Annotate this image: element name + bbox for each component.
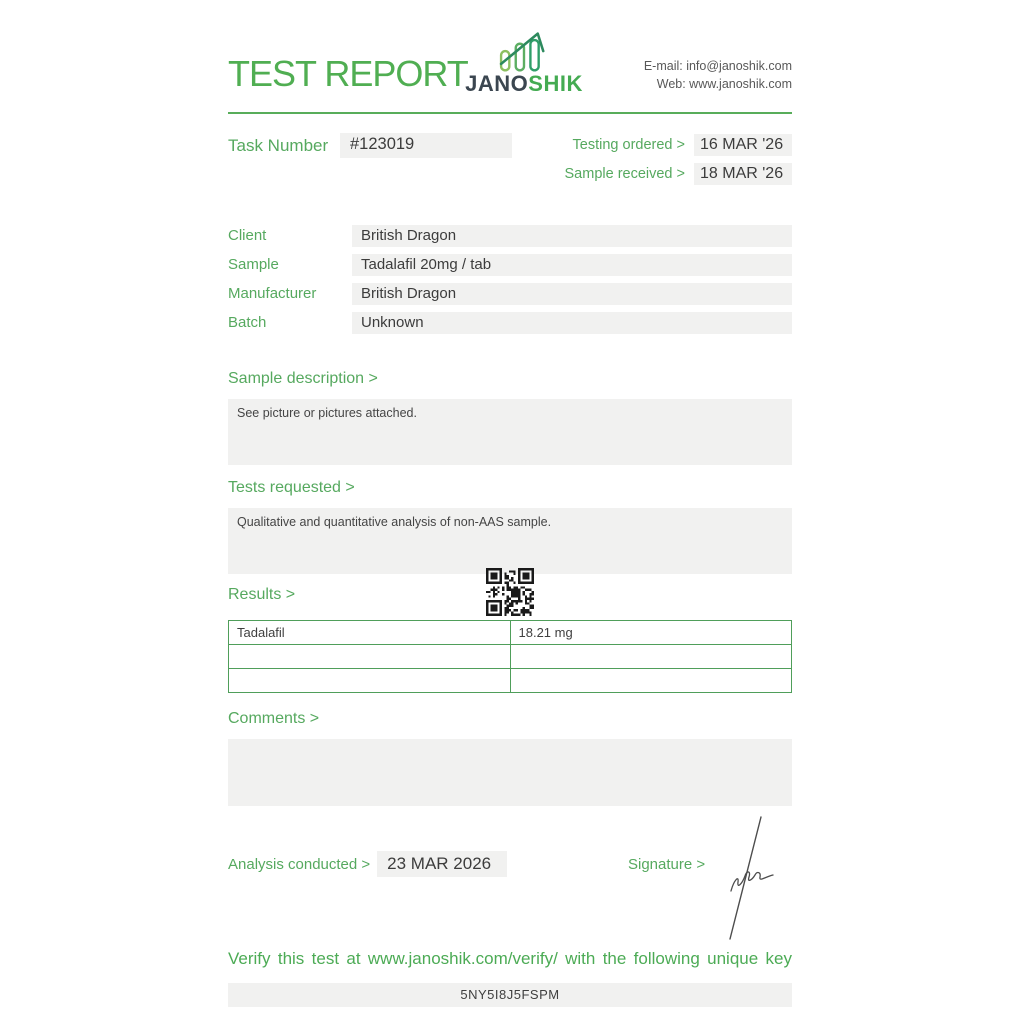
- batch-label: Batch: [228, 314, 267, 331]
- result-amount: 18.21 mg: [510, 621, 792, 645]
- sample-label: Sample: [228, 256, 279, 273]
- dates-block: [565, 133, 793, 191]
- table-row: [229, 645, 792, 669]
- task-number-value: #123019: [340, 133, 512, 158]
- client-label: Client: [228, 227, 267, 244]
- client-row: [228, 225, 792, 247]
- qr-code: [486, 568, 534, 616]
- testing-ordered-value: 16 MAR '26: [694, 134, 792, 156]
- result-substance: Tadalafil: [229, 621, 511, 645]
- sample-received-value: 18 MAR '26: [694, 163, 792, 185]
- sample-description-box: See picture or pictures attached.: [228, 399, 792, 465]
- contact-email: E-mail: info@janoshik.com: [643, 59, 792, 73]
- analysis-conducted: [228, 851, 507, 877]
- results-label: Results >: [228, 586, 296, 603]
- sample-row: [228, 254, 792, 276]
- table-row: [229, 621, 792, 645]
- sample-info-block: [228, 225, 792, 341]
- result-substance: [229, 645, 511, 669]
- testing-ordered-label: Testing ordered >: [572, 137, 685, 153]
- task-number-label: Task Number: [228, 136, 329, 155]
- test-report-document: [228, 0, 792, 1024]
- result-substance: [229, 669, 511, 693]
- unique-key: 5NY5I8J5FSPM: [228, 983, 792, 1007]
- logo-jano: JANO: [465, 71, 529, 96]
- manufacturer-value: British Dragon: [352, 283, 792, 305]
- verify-text: Verify this test at www.janoshik.com/verify/ with the following unique key: [228, 949, 792, 968]
- batch-row: [228, 312, 792, 334]
- table-row: [229, 669, 792, 693]
- results-table: [228, 620, 792, 693]
- batch-value: Unknown: [352, 312, 792, 334]
- signature-label: Signature >: [628, 856, 706, 873]
- analysis-conducted-value: 23 MAR 2026: [377, 851, 507, 877]
- manufacturer-row: [228, 283, 792, 305]
- page-title: TEST REPORT: [228, 53, 468, 94]
- contact-info: [644, 57, 792, 93]
- result-amount: [510, 645, 792, 669]
- logo-shik: SHIK: [528, 71, 583, 96]
- testing-ordered-row: [565, 133, 793, 157]
- logo-wordmark: [458, 71, 590, 97]
- sample-value: Tadalafil 20mg / tab: [352, 254, 792, 276]
- tests-requested-box: Qualitative and quantitative analysis of non-AAS sample.: [228, 508, 792, 574]
- contact-web: Web: www.janoshik.com: [656, 77, 792, 92]
- janoshik-logo: [458, 30, 590, 97]
- sample-received-row: [565, 162, 793, 186]
- client-value: British Dragon: [352, 225, 792, 247]
- comments-label: Comments >: [228, 710, 320, 727]
- manufacturer-label: Manufacturer: [228, 285, 317, 302]
- analysis-conducted-label: Analysis conducted >: [228, 855, 371, 873]
- sample-received-label: Sample received >: [564, 166, 685, 182]
- header-divider: [228, 112, 792, 114]
- comments-box: [228, 739, 792, 806]
- signature-scribble: [716, 811, 776, 948]
- analysis-signature-row: [228, 851, 792, 891]
- sample-description-label: Sample description >: [228, 370, 378, 387]
- growth-chart-icon: [458, 30, 590, 74]
- result-amount: [510, 669, 792, 693]
- tests-requested-label: Tests requested >: [228, 479, 355, 496]
